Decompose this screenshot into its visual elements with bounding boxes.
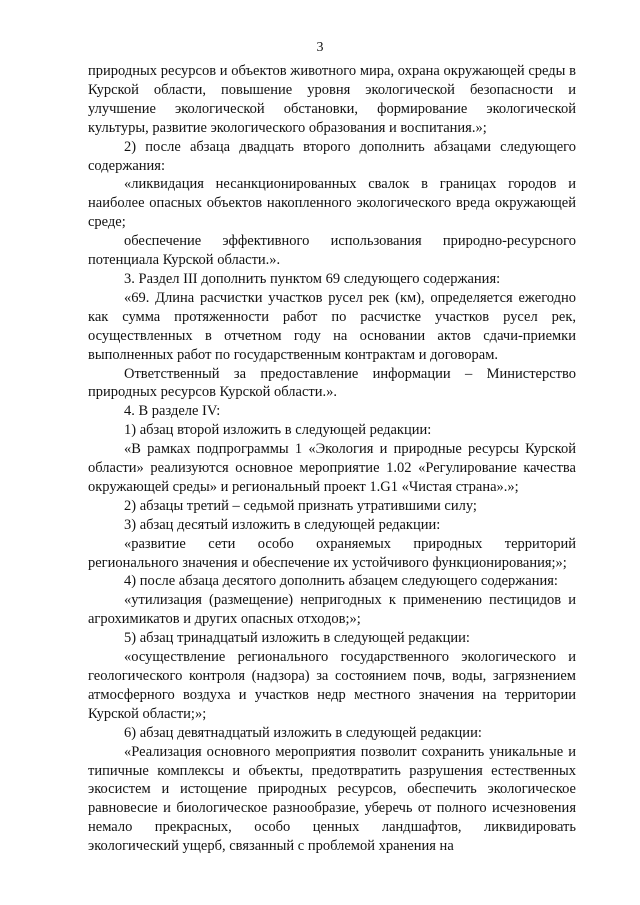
- document-body: [88, 62, 576, 856]
- paragraph: «В рамках подпрограммы 1 «Экология и природные ресурсы Курской области» реализуются основное мероприятие 1.02 «Регулирование качества окружающей среды» и региональный проект 1.G1 «Чистая страна».»;: [88, 441, 576, 495]
- paragraph: 5) абзац тринадцатый изложить в следующей редакции:: [124, 630, 470, 647]
- paragraph: 6) абзац девятнадцатый изложить в следующей редакции:: [124, 724, 482, 741]
- page-number: 3: [316, 40, 324, 55]
- paragraph: «69. Длина расчистки участков русел рек (км), определяется ежегодно как сумма протяженности работ по расчистке участков русел рек, осуществленных в отчетном году на основании актов сдачи-приемки выполненных работ по государственным контрактам и договорам.: [88, 289, 576, 363]
- paragraph: 3) абзац десятый изложить в следующей редакции:: [124, 516, 441, 533]
- paragraph: 4) после абзаца десятого дополнить абзацем следующего содержания:: [124, 573, 558, 590]
- paragraph: природных ресурсов и объектов животного мира, охрана окружающей среды в Курской области, повышение уровня экологической безопасности и улучшение экологической обстановки, формирование экологической культуры, развитие экологического образования и воспитания.»;: [88, 63, 576, 136]
- paragraph: «развитие сети особо охраняемых природных территорий регионального значения и обеспечение их устойчивого функционирования;»;: [88, 535, 576, 571]
- paragraph: 2) абзацы третий – седьмой признать утратившими силу;: [124, 497, 477, 514]
- paragraph: обеспечение эффективного использования природно-ресурсного потенциала Курской области.».: [88, 233, 576, 269]
- paragraph: «ликвидация несанкционированных свалок в границах городов и наиболее опасных объектов накопленного экологического вреда окружающей среде;: [88, 176, 576, 231]
- paragraph: «Реализация основного мероприятия позволит сохранить уникальные и типичные комплексы и объекты, предотвратить разрушения естественных экосистем и истощение природных ресурсов, обеспечить экологическое равновесие и биологическое разнообразие, уберечь от полного исчезновения немало прекрасных, особо ценных ландшафтов, ликвидировать экологический ущерб, связанный с проблемой хранения на: [88, 743, 576, 855]
- paragraph: 3. Раздел III дополнить пунктом 69 следующего содержания:: [124, 270, 501, 287]
- paragraph: 4. В разделе IV:: [124, 403, 221, 420]
- paragraph: «осуществление регионального государственного экологического и геологического контроля (надзора) за состоянием почв, воды, загрязнением атмосферного воздуха и участков недр местного значения на территории Курской области;»;: [88, 649, 576, 722]
- paragraph: 1) абзац второй изложить в следующей редакции:: [124, 422, 432, 439]
- paragraph: 2) после абзаца двадцать второго дополнить абзацами следующего содержания:: [88, 138, 576, 174]
- paragraph: «утилизация (размещение) непригодных к применению пестицидов и агрохимикатов и других опасных отходов;»;: [88, 592, 576, 628]
- paragraph: Ответственный за предоставление информации – Министерство природных ресурсов Курской области.».: [88, 365, 576, 401]
